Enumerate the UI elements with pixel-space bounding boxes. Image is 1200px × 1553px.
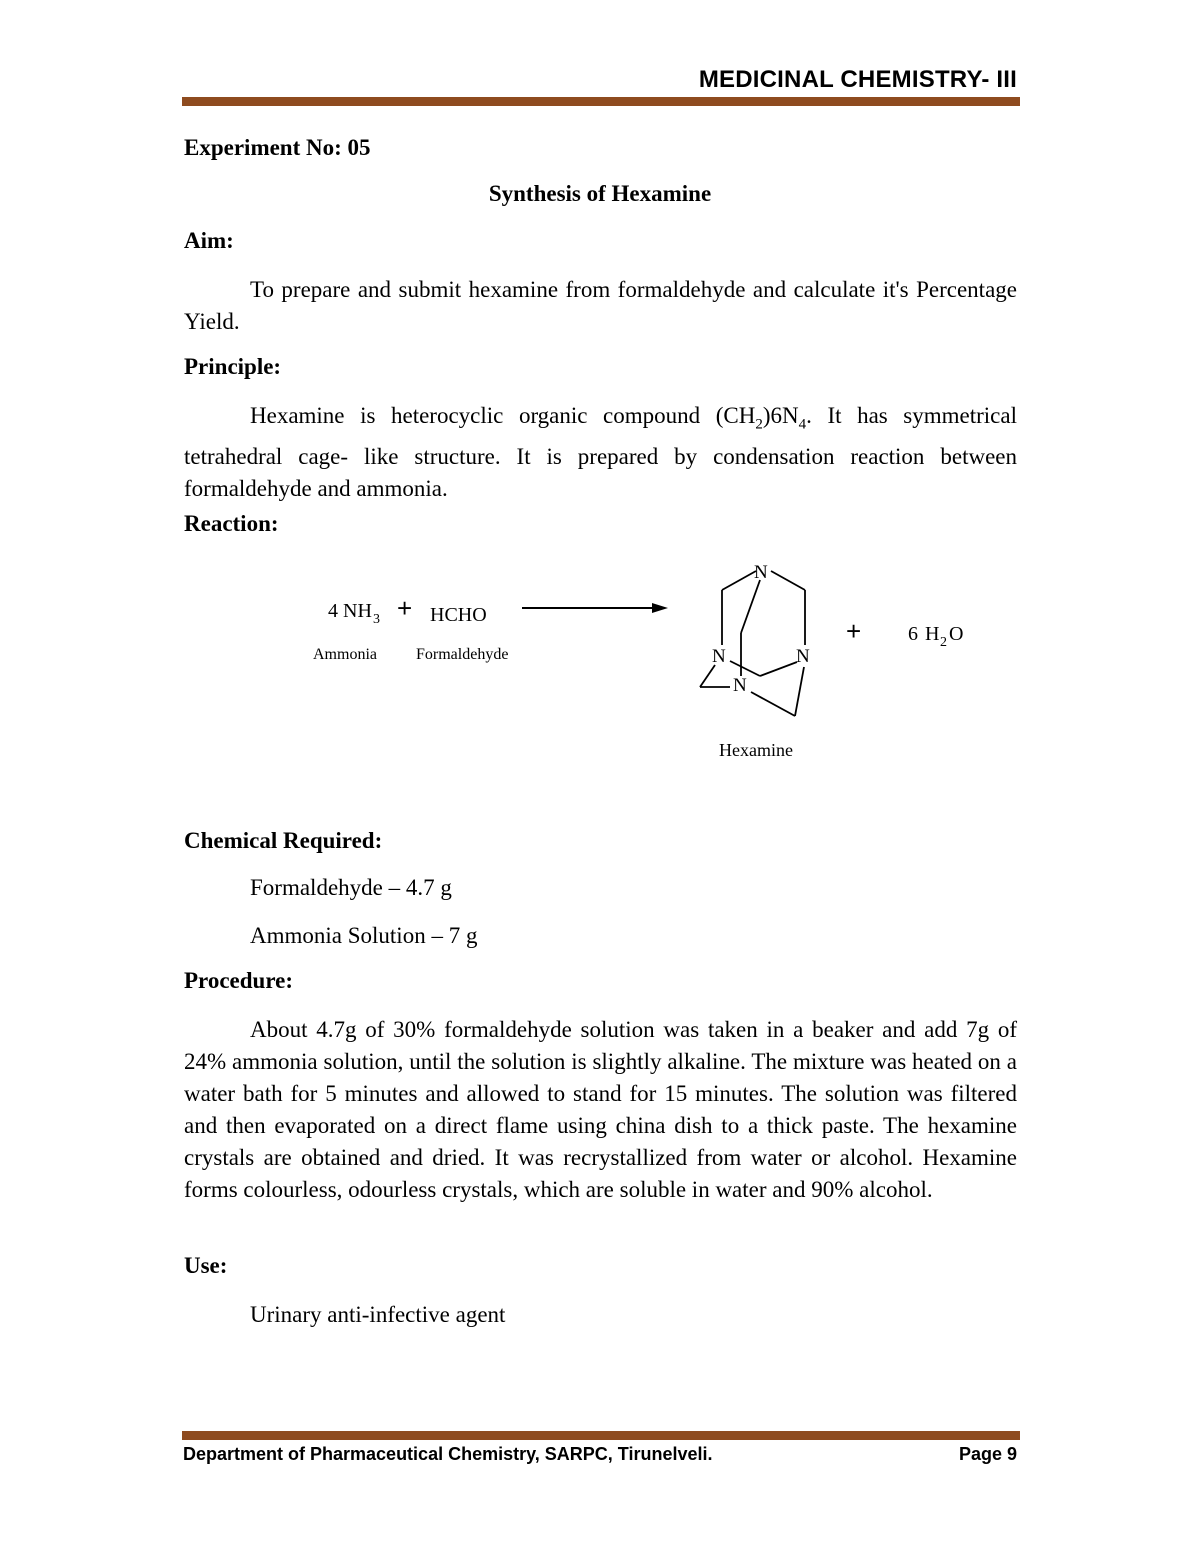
- atom-n-right: N: [796, 646, 810, 667]
- hexamine-label: Hexamine: [719, 740, 793, 760]
- atom-n-top: N: [754, 562, 768, 583]
- principle-sub-2: 4: [798, 416, 807, 433]
- running-header: MEDICINAL CHEMISTRY- III: [698, 66, 1017, 93]
- footer-rule: [182, 1431, 1020, 1440]
- ammonia-label: Ammonia: [313, 646, 377, 663]
- hexamine-structure: [700, 571, 805, 716]
- principle-heading: Principle:: [184, 354, 282, 379]
- plus-sign-2: +: [846, 616, 862, 646]
- experiment-number: Experiment No: 05: [184, 135, 371, 160]
- hcho-formula: HCHO: [430, 604, 487, 626]
- nh3-coefficient: 4: [328, 600, 338, 622]
- aim-heading: Aim:: [184, 228, 234, 253]
- nh3-formula: NH: [343, 600, 372, 622]
- h2o-h: H: [925, 623, 940, 645]
- principle-body-c: . It has symmetrical tetrahedral cage- like structure. It is prepared by condensation reaction between formaldehyde and ammonia.: [184, 403, 1017, 501]
- atom-n-left: N: [712, 646, 726, 667]
- formaldehyde-label: Formaldehyde: [416, 646, 509, 663]
- page-number: Page 9: [958, 1444, 1017, 1464]
- procedure-body: About 4.7g of 30% formaldehyde solution was taken in a beaker and add 7g of 24% ammonia solution, until the solution is slightly alkaline. The mixture was heated on a water bath for 5 minutes and allowed to stand for 15 minutes. The solution was filtered and then evaporated on a direct flame using china dish to a thick paste. The hexamine crystals are obtained and dried. It was recrystallized from water or alcohol. Hexamine forms colourless, odourless crystals, which are soluble in water and 90% alcohol.: [184, 1017, 1017, 1202]
- chemicals-heading: Chemical Required:: [184, 828, 383, 853]
- principle-sub-1: 2: [755, 416, 763, 433]
- atom-n-bottom: N: [733, 675, 747, 696]
- aim-body: To prepare and submit hexamine from formaldehyde and calculate it's Percentage Yield.: [184, 277, 1017, 334]
- reaction-arrow-head: [652, 603, 668, 613]
- chemical-item: Ammonia Solution – 7 g: [250, 923, 478, 948]
- principle-body-a: Hexamine is heterocyclic organic compound (CH: [250, 403, 756, 428]
- footer-department: Department of Pharmaceutical Chemistry, SARPC, Tirunelveli.: [183, 1444, 713, 1464]
- chemical-item: Formaldehyde – 4.7 g: [250, 875, 452, 900]
- use-text: Urinary anti-infective agent: [250, 1302, 506, 1327]
- procedure-heading: Procedure:: [184, 968, 294, 993]
- nh3-subscript: 3: [373, 612, 380, 627]
- h2o-subscript: 2: [940, 635, 947, 650]
- use-heading: Use:: [184, 1253, 228, 1278]
- page-title: Synthesis of Hexamine: [488, 181, 712, 206]
- h2o-coefficient: 6: [908, 623, 918, 645]
- procedure-text: [184, 1014, 1017, 1206]
- principle-body-b: )6N: [762, 403, 799, 428]
- reaction-heading: Reaction:: [184, 511, 279, 536]
- h2o-o: O: [949, 623, 964, 645]
- plus-sign-1: +: [397, 593, 413, 623]
